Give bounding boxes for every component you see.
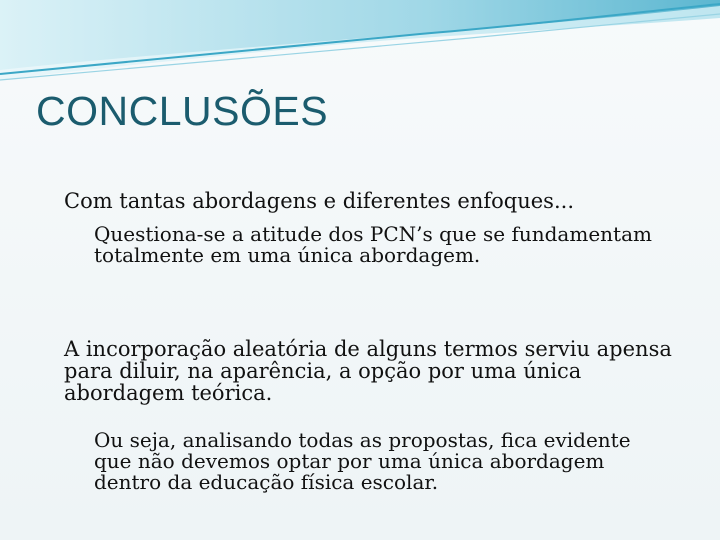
slide-title: CONCLUSÕES <box>36 88 329 134</box>
bullet-glyph <box>62 224 94 266</box>
bullet-glyph <box>32 338 64 404</box>
bullet-glyph <box>62 430 94 493</box>
bullet-text: Ou seja, analisando todas as propostas, fica evidente que não devemos optar por uma única abordagem dentro da educação física escolar. <box>94 428 631 494</box>
sub-bullet-item <box>62 224 662 266</box>
bullet-item <box>32 190 692 212</box>
bullet-text: Com tantas abordagens e diferentes enfoques... <box>64 189 574 213</box>
bullet-text: Questiona-se a atitude dos PCN’s que se fundamentam totalmente em uma única abordagem. <box>94 222 652 267</box>
bullet-text: A incorporação aleatória de alguns termos serviu apensa para diluir, na aparência, a opção por uma única abordagem teórica. <box>64 337 672 406</box>
bullet-glyph <box>32 190 64 212</box>
bullet-item <box>32 338 692 404</box>
header-wave-decoration <box>0 0 720 90</box>
sub-bullet-item <box>62 430 662 493</box>
